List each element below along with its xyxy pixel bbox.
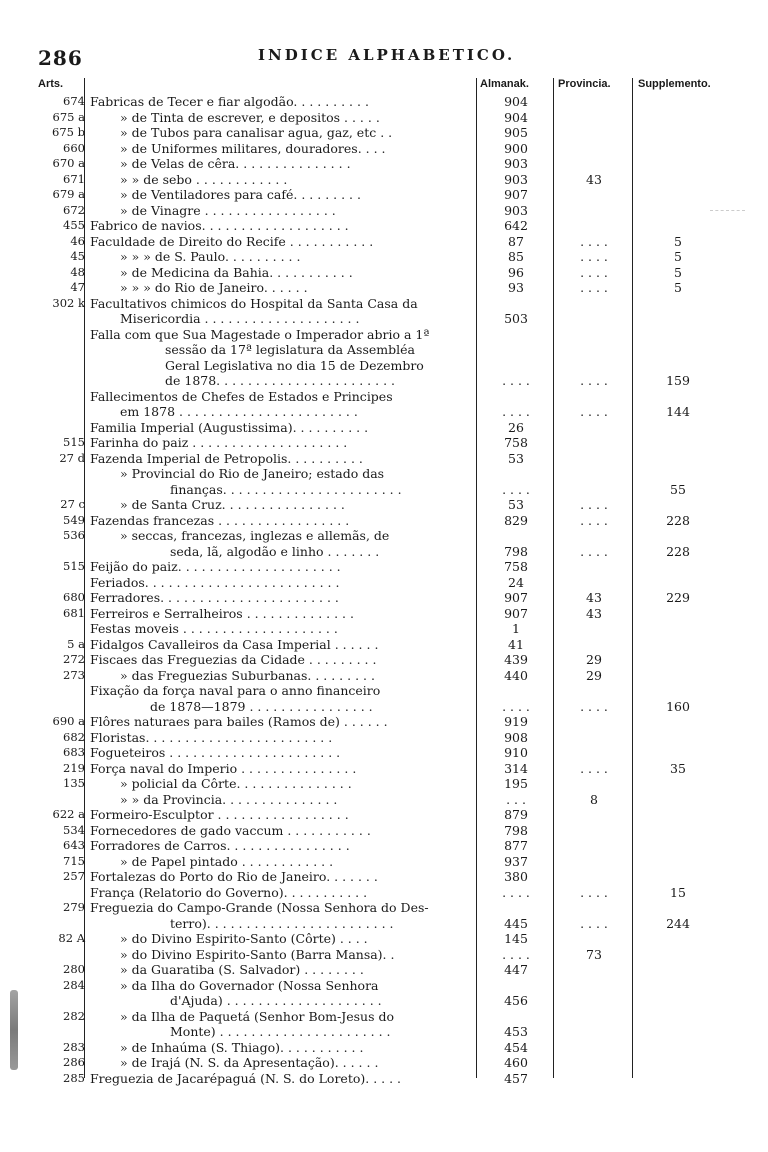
entry-text: Fornecedores de gado vaccum . . . . . . . . . . . [90, 822, 371, 838]
almanak-page: 439 [504, 652, 528, 667]
index-row [0, 513, 768, 528]
entry-text: » de Uniformes militares, douradores. . . . [120, 140, 386, 156]
almanak-page: 440 [504, 667, 528, 683]
art-number: 27 c [60, 497, 85, 511]
almanak-page: . . . [506, 791, 526, 807]
supplemento-page: 160 [666, 698, 690, 714]
art-number: 302 k [52, 295, 85, 310]
page-title: INDICE ALPHABETICO. [258, 46, 516, 64]
supplemento-page: 5 [674, 280, 682, 295]
provincia-page: . . . . [580, 512, 608, 528]
column-header-arts: Arts. [38, 78, 64, 90]
entry-text: Festas moveis . . . . . . . . . . . . . . . . . . . . [90, 621, 338, 636]
almanak-page: 53 [508, 450, 524, 466]
art-number: 45 [70, 249, 85, 263]
almanak-page: . . . . [502, 884, 530, 900]
entry-text: Freguezia do Campo-Grande (Nossa Senhora do Des- [90, 900, 429, 915]
almanak-page: 908 [504, 729, 528, 745]
entry-text: Geral Legislativa no dia 15 de Dezembro [165, 357, 424, 373]
entry-text: » da Guaratiba (S. Salvador) . . . . . . . . [120, 962, 364, 977]
almanak-page: 904 [504, 94, 528, 109]
entry-text: » » » do Rio de Janeiro. . . . . . [120, 280, 308, 295]
almanak-page: 457 [504, 1070, 528, 1086]
index-row [0, 792, 768, 807]
provincia-page: . . . . [580, 404, 608, 419]
supplemento-page: 159 [666, 373, 690, 388]
index-row [0, 559, 768, 574]
index-row [0, 435, 768, 450]
index-row [0, 1071, 768, 1086]
art-number: 5 a [67, 636, 85, 651]
art-number: 674 [63, 94, 85, 108]
art-number: 671 [63, 171, 85, 186]
almanak-page: 145 [504, 931, 528, 946]
almanak-page: 903 [504, 202, 528, 218]
almanak-page: 26 [508, 419, 524, 435]
art-number: 622 a [52, 807, 85, 821]
index-row [0, 838, 768, 853]
almanak-page: 642 [504, 218, 528, 233]
art-number: 682 [63, 729, 85, 744]
index-row [0, 141, 768, 156]
entry-text: Faculdade de Direito do Recife . . . . . . . . . . . [90, 233, 374, 249]
entry-text: » Provincial do Rio de Janeiro; estado das [120, 466, 385, 481]
entry-text: Misericordia . . . . . . . . . . . . . . . . . . . . [120, 311, 360, 326]
provincia-page: . . . . [580, 264, 608, 280]
index-row [0, 885, 768, 900]
almanak-page: 96 [508, 264, 524, 280]
index-row [0, 451, 768, 466]
art-number: 690 a [52, 714, 85, 728]
index-row [0, 652, 768, 667]
art-number: 282 [63, 1008, 85, 1023]
almanak-page: 445 [504, 915, 528, 931]
entry-text: Fazendas francezas . . . . . . . . . . . . . . . . . [90, 512, 350, 528]
almanak-page: . . . . [502, 481, 530, 497]
entry-text: Fortalezas do Porto do Rio de Janeiro. . . . . . . [90, 869, 378, 884]
art-number: 660 [63, 140, 85, 155]
almanak-page: 454 [504, 1039, 528, 1055]
entry-text: » das Freguezias Suburbanas. . . . . . . . . [120, 667, 375, 683]
index-row [0, 544, 768, 559]
column-header-supplemento: Supplemento. [638, 78, 711, 90]
entry-text: » de Inhaúma (S. Thiago). . . . . . . . . . . [120, 1039, 364, 1055]
entry-text: d'Ajuda) . . . . . . . . . . . . . . . . . . . . [170, 993, 382, 1008]
entry-text: Farinha do paiz . . . . . . . . . . . . . . . . . . . . [90, 435, 348, 450]
entry-text: Familia Imperial (Augustissima). . . . . . . . . . [90, 419, 369, 435]
supplemento-page: 5 [674, 264, 682, 280]
entry-text: » de Medicina da Bahia. . . . . . . . . . . [120, 264, 353, 280]
index-row [0, 389, 768, 404]
index-row [0, 745, 768, 760]
provincia-page: 8 [590, 791, 598, 807]
art-number: 279 [63, 900, 85, 914]
entry-text: » de Vinagre . . . . . . . . . . . . . . . . . [120, 202, 336, 218]
provincia-page: 29 [586, 652, 602, 667]
entry-text: Força naval do Imperio . . . . . . . . . . . . . . . [90, 760, 357, 776]
entry-text: Fiscaes das Freguezias da Cidade . . . . . . . . . [90, 652, 377, 667]
entry-text: » da Ilha do Governador (Nossa Senhora [120, 977, 379, 993]
index-row [0, 854, 768, 869]
entry-text: Fabricas de Tecer e fiar algodão. . . . . . . . . . [90, 94, 369, 109]
index-row [0, 203, 768, 218]
supplemento-page: 244 [666, 915, 690, 931]
almanak-page: 879 [504, 807, 528, 822]
almanak-page: 910 [504, 745, 528, 760]
entry-text: Flôres naturaes para bailes (Ramos de) . . . . . . [90, 714, 388, 729]
art-number: 82 A [58, 931, 85, 945]
entry-text: Facultativos chimicos do Hospital da Santa Casa da [90, 295, 418, 311]
entry-text: Fabrico de navios. . . . . . . . . . . . . . . . . . . [90, 218, 349, 233]
entry-text: Fallecimentos de Chefes de Estados e Principes [90, 388, 393, 404]
index-row [0, 482, 768, 497]
entry-text: » de Tubos para canalisar agua, gaz, etc . . [120, 125, 393, 140]
index-row [0, 187, 768, 202]
almanak-page: 380 [504, 869, 528, 884]
index-row [0, 683, 768, 698]
index-row [0, 916, 768, 931]
index-row [0, 280, 768, 295]
art-number: 715 [63, 853, 85, 868]
almanak-page: 904 [504, 109, 528, 125]
art-number: 679 a [52, 187, 85, 201]
index-row [0, 296, 768, 311]
art-number: 284 [63, 977, 85, 992]
art-number: 280 [63, 962, 85, 976]
index-row [0, 978, 768, 993]
art-number: 286 [63, 1055, 85, 1069]
almanak-page: 53 [508, 497, 524, 512]
almanak-page: 907 [504, 590, 528, 605]
entry-text: sessão da 17ª legislatura da Assembléa [165, 342, 415, 357]
entry-text: Fidalgos Cavalleiros da Casa Imperial . . . . . . [90, 636, 379, 652]
art-number: 46 [70, 233, 85, 248]
index-row [0, 94, 768, 109]
supplemento-page: 228 [666, 543, 690, 559]
almanak-page: . . . . [502, 404, 530, 419]
supplemento-page: 15 [670, 884, 686, 900]
column-header-provincia: Provincia. [558, 78, 611, 90]
entry-text: Ferreiros e Serralheiros . . . . . . . . . . . . . . [90, 605, 354, 621]
almanak-page: 758 [504, 435, 528, 450]
index-row [0, 342, 768, 357]
almanak-page: 919 [504, 714, 528, 729]
almanak-page: 87 [508, 233, 524, 249]
supplemento-page: 228 [666, 512, 690, 528]
index-row [0, 823, 768, 838]
index-row [0, 575, 768, 590]
almanak-page: 798 [504, 543, 528, 559]
art-number: 515 [63, 559, 85, 573]
margin-mark [710, 210, 745, 211]
entry-text: » da Ilha de Paquetá (Senhor Bom-Jesus do [120, 1008, 395, 1024]
provincia-page: . . . . [580, 760, 608, 776]
index-row [0, 125, 768, 140]
almanak-page: 460 [504, 1055, 528, 1070]
entry-text: » » da Provincia. . . . . . . . . . . . . . . [120, 791, 338, 807]
index-row [0, 327, 768, 342]
art-number: 272 [63, 652, 85, 666]
almanak-page: 503 [504, 311, 528, 326]
entry-text: finanças. . . . . . . . . . . . . . . . . . . . . . . [170, 481, 402, 497]
entry-text: de 1878. . . . . . . . . . . . . . . . . . . . . . . [165, 373, 395, 388]
art-number: 549 [63, 512, 85, 527]
art-number: 273 [63, 667, 85, 682]
index-row [0, 947, 768, 962]
entry-text: Monte) . . . . . . . . . . . . . . . . . . . . . . [170, 1024, 391, 1039]
provincia-page: . . . . [580, 233, 608, 249]
almanak-page: 877 [504, 838, 528, 853]
art-number: 672 [63, 202, 85, 217]
almanak-page: 937 [504, 853, 528, 869]
provincia-page: . . . . [580, 280, 608, 295]
index-row [0, 528, 768, 543]
almanak-page: 453 [504, 1024, 528, 1039]
almanak-page: 447 [504, 962, 528, 977]
entry-text: Formeiro-Esculptor . . . . . . . . . . . . . . . . . [90, 807, 349, 822]
index-row [0, 172, 768, 187]
almanak-page: 195 [504, 776, 528, 791]
entry-text: » do Divino Espirito-Santo (Côrte) . . . . [120, 931, 368, 946]
index-row [0, 931, 768, 946]
entry-text: Fazenda Imperial de Petropolis. . . . . . . . . . [90, 450, 363, 466]
art-number: 643 [63, 838, 85, 852]
index-row [0, 497, 768, 512]
supplemento-page: 229 [666, 590, 690, 605]
provincia-page: . . . . [580, 497, 608, 512]
entry-text: » de Tinta de escrever, e depositos . . . . . [120, 109, 380, 125]
art-number: 675 a [52, 109, 85, 124]
art-number: 680 [63, 590, 85, 604]
index-row [0, 358, 768, 373]
entry-text: Falla com que Sua Magestade o Imperador abrio a 1ª [90, 326, 430, 342]
index-row [0, 1040, 768, 1055]
art-number: 48 [70, 264, 85, 279]
entry-text: » policial da Côrte. . . . . . . . . . . . . . . [120, 776, 352, 791]
entry-text: Forradores de Carros. . . . . . . . . . . . . . . . [90, 838, 350, 853]
entry-text: » de Papel pintado . . . . . . . . . . . . [120, 853, 334, 869]
almanak-page: 900 [504, 140, 528, 156]
almanak-page: 314 [504, 760, 528, 776]
entry-text: de 1878—1879 . . . . . . . . . . . . . . . . [150, 698, 373, 714]
almanak-page: . . . . [502, 698, 530, 714]
almanak-page: 85 [508, 249, 524, 264]
index-row [0, 234, 768, 249]
column-header-almanak: Almanak. [480, 78, 529, 90]
art-number: 257 [63, 869, 85, 883]
art-number: 455 [63, 218, 85, 232]
almanak-page: 907 [504, 605, 528, 621]
index-row [0, 110, 768, 125]
index-row [0, 714, 768, 729]
entry-text: Ferradores. . . . . . . . . . . . . . . . . . . . . . . [90, 590, 339, 605]
provincia-page: . . . . [580, 884, 608, 900]
index-row [0, 993, 768, 1008]
supplemento-page: 35 [670, 760, 686, 776]
index-row [0, 807, 768, 822]
entry-text: » » de sebo . . . . . . . . . . . . [120, 171, 288, 187]
index-row [0, 776, 768, 791]
index-row [0, 311, 768, 326]
index-row [0, 590, 768, 605]
almanak-page: 907 [504, 187, 528, 202]
index-row [0, 668, 768, 683]
provincia-page: 29 [586, 667, 602, 683]
art-number: 135 [63, 776, 85, 790]
almanak-page: 1 [512, 621, 520, 636]
entry-text: em 1878 . . . . . . . . . . . . . . . . . . . . . . . [120, 404, 358, 419]
almanak-page: 456 [504, 993, 528, 1008]
almanak-page: 24 [508, 574, 524, 590]
entry-text: Feijão do paiz. . . . . . . . . . . . . . . . . . . . . [90, 559, 341, 574]
entry-text: » de Ventiladores para café. . . . . . . . . [120, 187, 361, 202]
entry-text: seda, lã, algodão e linho . . . . . . . [170, 543, 380, 559]
entry-text: Floristas. . . . . . . . . . . . . . . . . . . . . . . . [90, 729, 333, 745]
index-row [0, 249, 768, 264]
index-row [0, 621, 768, 636]
index-row [0, 466, 768, 481]
index-row [0, 900, 768, 915]
art-number: 681 [63, 605, 85, 620]
index-row [0, 265, 768, 280]
supplemento-page: 55 [670, 481, 686, 497]
entry-text: terro). . . . . . . . . . . . . . . . . . . . . . . . [170, 915, 394, 931]
index-row [0, 869, 768, 884]
entry-text: » de Velas de cêra. . . . . . . . . . . . . . . [120, 156, 351, 171]
provincia-page: . . . . [580, 249, 608, 264]
index-row [0, 637, 768, 652]
index-row [0, 420, 768, 435]
index-row [0, 1055, 768, 1070]
almanak-page: 829 [504, 512, 528, 528]
almanak-page: 758 [504, 559, 528, 574]
almanak-page: 41 [508, 636, 524, 652]
index-row [0, 730, 768, 745]
provincia-page: 73 [586, 946, 602, 962]
ink-blot [10, 990, 18, 1070]
entry-text: Fogueteiros . . . . . . . . . . . . . . . . . . . . . . [90, 745, 341, 760]
index-row [0, 761, 768, 776]
provincia-page: . . . . [580, 698, 608, 714]
supplemento-page: 5 [674, 233, 682, 249]
provincia-page: 43 [586, 590, 602, 605]
art-number: 285 [63, 1070, 85, 1085]
provincia-page: 43 [586, 605, 602, 621]
index-row [0, 1024, 768, 1039]
art-number: 219 [63, 760, 85, 775]
almanak-page: 903 [504, 156, 528, 171]
art-number: 670 a [52, 156, 85, 170]
art-number: 47 [70, 280, 85, 294]
index-row [0, 373, 768, 388]
art-number: 27 d [59, 450, 85, 465]
entry-text: Feriados. . . . . . . . . . . . . . . . . . . . . . . . . [90, 574, 340, 590]
index-row [0, 218, 768, 233]
almanak-page: . . . . [502, 373, 530, 388]
art-number: 675 b [52, 125, 85, 139]
index-row [0, 404, 768, 419]
entry-text: França (Relatorio do Governo). . . . . . . . . . . [90, 884, 368, 900]
entry-text: Freguezia de Jacarépaguá (N. S. do Loreto). . . . . [90, 1070, 402, 1086]
art-number: 683 [63, 745, 85, 759]
art-number: 534 [63, 822, 85, 837]
entry-text: Fixação da força naval para o anno financeiro [90, 683, 381, 698]
art-number: 283 [63, 1039, 85, 1054]
art-number: 536 [63, 528, 85, 542]
almanak-page: 905 [504, 125, 528, 140]
index-row [0, 699, 768, 714]
entry-text: » do Divino Espirito-Santo (Barra Mansa). . [120, 946, 395, 962]
index-row [0, 962, 768, 977]
index-row [0, 156, 768, 171]
almanak-page: . . . . [502, 946, 530, 962]
almanak-page: 93 [508, 280, 524, 295]
entry-text: » seccas, francezas, inglezas e allemãs, de [120, 528, 390, 543]
entry-text: » » » de S. Paulo. . . . . . . . . . [120, 249, 301, 264]
art-number: 515 [63, 435, 85, 449]
provincia-page: 43 [586, 171, 602, 187]
provincia-page: . . . . [580, 373, 608, 388]
provincia-page: . . . . [580, 915, 608, 931]
supplemento-page: 144 [666, 404, 690, 419]
index-row [0, 1009, 768, 1024]
almanak-page: 903 [504, 171, 528, 187]
supplemento-page: 5 [674, 249, 682, 264]
index-row [0, 606, 768, 621]
page-number: 286 [38, 46, 83, 70]
provincia-page: . . . . [580, 543, 608, 559]
almanak-page: 798 [504, 822, 528, 838]
entry-text: » de Irajá (N. S. da Apresentação). . . . . . [120, 1055, 379, 1070]
entry-text: » de Santa Cruz. . . . . . . . . . . . . . . . [120, 497, 345, 512]
